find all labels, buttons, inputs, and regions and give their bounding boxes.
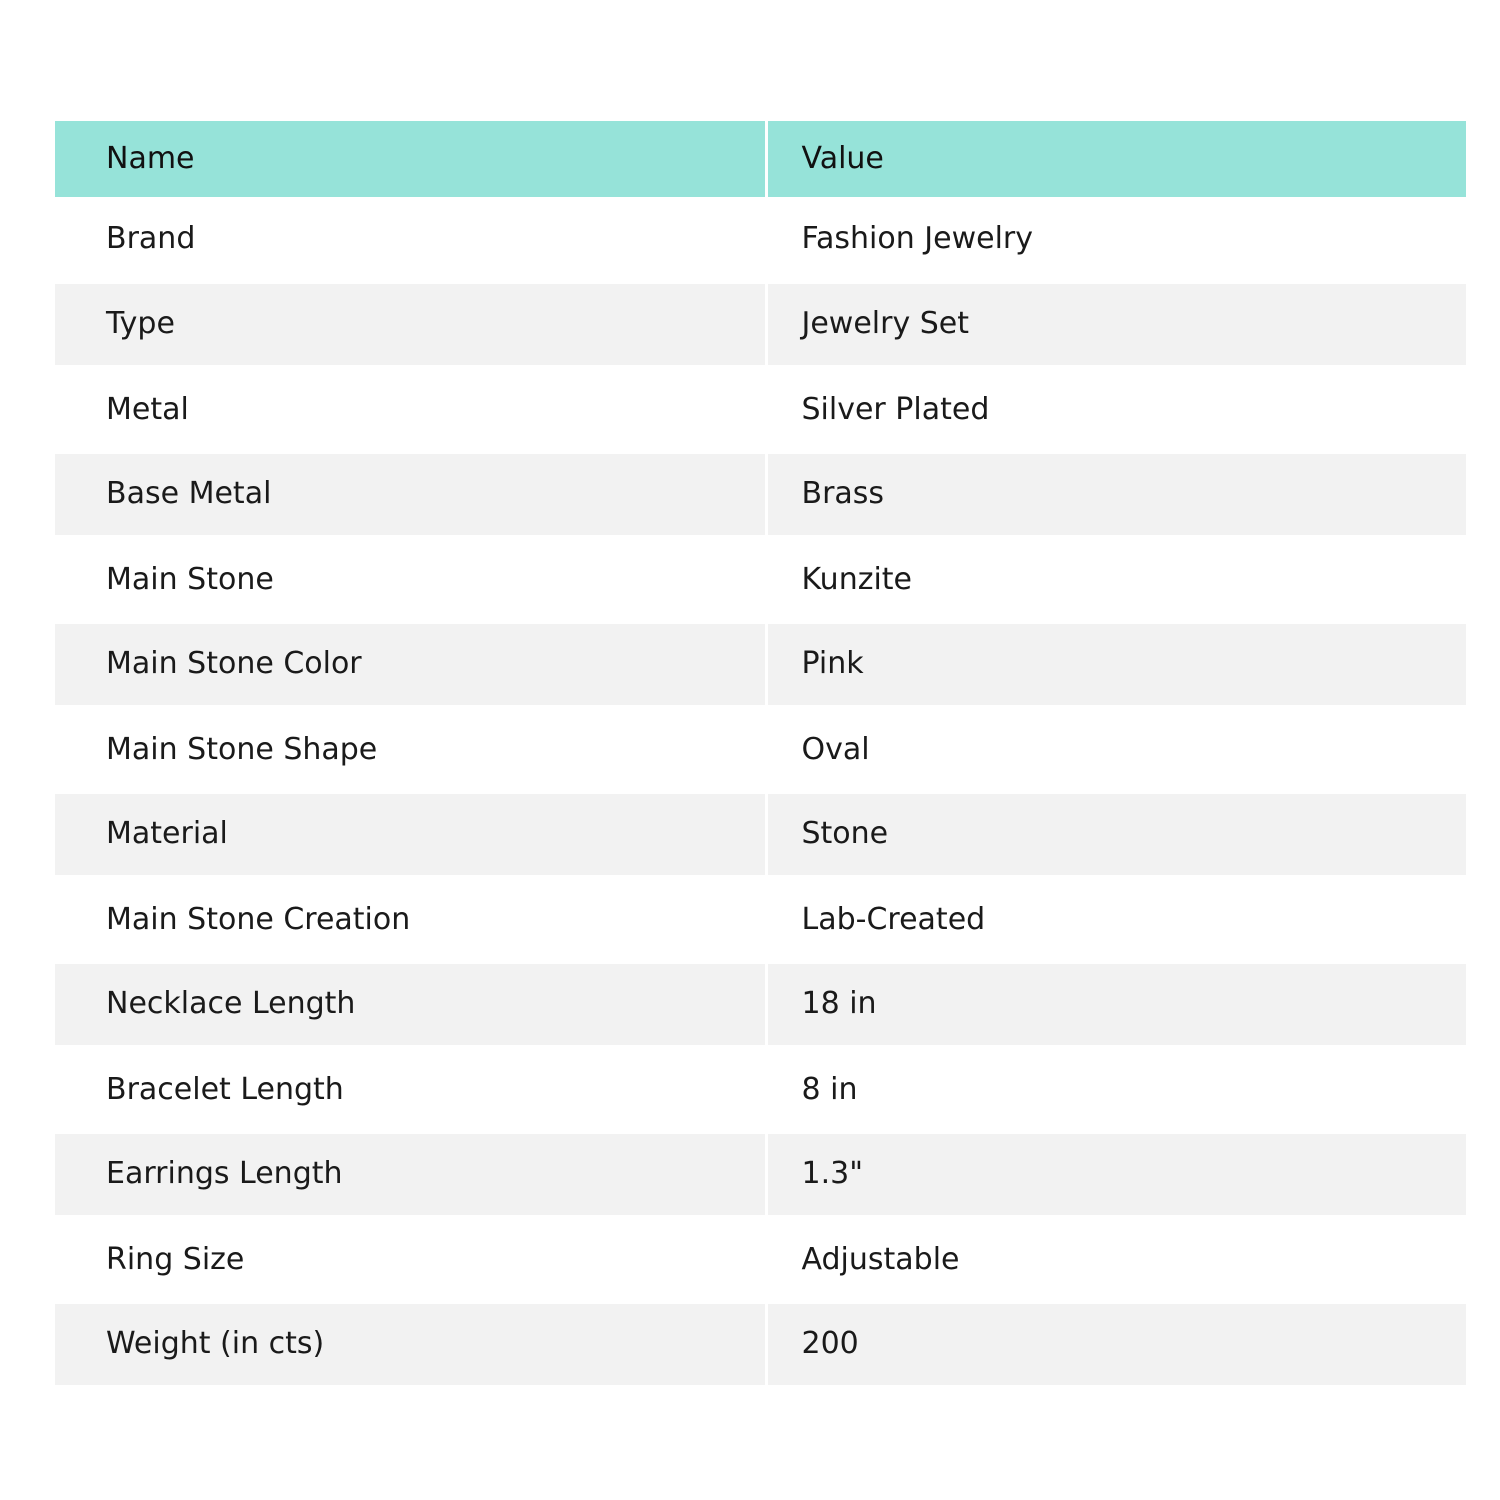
row-value-cell: Adjustable — [766, 1217, 1466, 1302]
table-row — [55, 282, 1466, 367]
row-value-cell: Brass — [766, 452, 1466, 537]
row-value-cell: Fashion Jewelry — [766, 197, 1466, 282]
column-header-name: Name — [106, 141, 195, 176]
row-value-cell: 18 in — [766, 962, 1466, 1047]
row-name-cell: Bracelet Length — [106, 1071, 344, 1107]
row-value-cell: Pink — [766, 622, 1466, 707]
row-name-cell: Weight (in cts) — [106, 1326, 325, 1362]
spec-table — [55, 121, 1466, 1390]
row-value-cell: Jewelry Set — [766, 282, 1466, 367]
column-header-value: Value — [766, 121, 1466, 197]
row-value-cell: Stone — [766, 792, 1466, 877]
row-name-cell: Main Stone Shape — [106, 731, 378, 767]
row-value-cell: 1.3" — [766, 1132, 1466, 1217]
table-row — [55, 622, 1466, 707]
row-name-cell: Base Metal — [106, 476, 272, 512]
row-value-cell: Silver Plated — [766, 367, 1466, 452]
row-name-cell: Main Stone — [106, 561, 274, 597]
table-row — [55, 452, 1466, 537]
row-name-cell: Earrings Length — [106, 1156, 343, 1192]
row-name-cell: Material — [106, 816, 228, 852]
table-row — [55, 1217, 1466, 1302]
table-row — [55, 707, 1466, 792]
table-row — [55, 1132, 1466, 1217]
table-row — [55, 877, 1466, 962]
table-row — [55, 197, 1466, 282]
row-value-cell: Oval — [766, 707, 1466, 792]
row-value-cell: 200 — [766, 1302, 1466, 1387]
row-name-cell: Brand — [106, 220, 196, 256]
table-row — [55, 792, 1466, 877]
row-name-cell: Ring Size — [106, 1241, 245, 1277]
table-row — [55, 537, 1466, 622]
row-name-cell: Main Stone Color — [106, 646, 362, 682]
table-row — [55, 1047, 1466, 1132]
table-row — [55, 367, 1466, 452]
row-name-cell: Main Stone Creation — [106, 901, 411, 937]
row-name-cell: Necklace Length — [106, 986, 356, 1022]
row-name-cell: Type — [106, 306, 175, 342]
table-row — [55, 962, 1466, 1047]
row-name-cell: Metal — [106, 391, 189, 427]
row-value-cell: 8 in — [766, 1047, 1466, 1132]
table-header-row — [55, 121, 1466, 197]
row-value-cell: Lab-Created — [766, 877, 1466, 962]
table-row — [55, 1302, 1466, 1387]
row-value-cell: Kunzite — [766, 537, 1466, 622]
